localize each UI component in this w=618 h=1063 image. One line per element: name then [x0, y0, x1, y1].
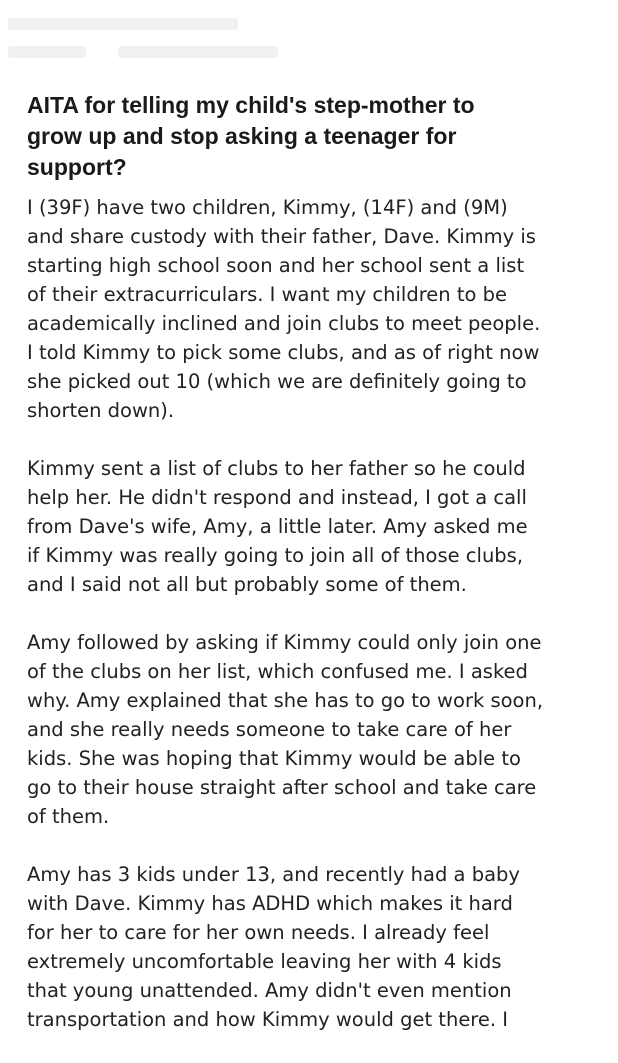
- post-paragraph: Amy has 3 kids under 13, and recently had a baby with Dave. Kimmy has ADHD which makes it hard for her to care for her own needs. I already feel extremely uncomfortable leaving her with 4 kids that young unattended. Amy didn't even mention transportation and how Kimmy would get there. I: [27, 863, 520, 1031]
- faded-header-line: [8, 18, 238, 30]
- post-paragraph: I (39F) have two children, Kimmy, (14F) and (9M) and share custody with their father, Dave. Kimmy is starting high school soon and her school sent a list of their extracurriculars. I want my children to be academically inclined and join clubs to meet people. I told Kimmy to pick some clubs, and as of right now she picked out 10 (which we are definitely going to shorten down).: [27, 196, 541, 422]
- post-title: AITA for telling my child's step-mother to grow up and stop asking a teenager for support?: [27, 92, 475, 180]
- post-paragraph: Amy followed by asking if Kimmy could only join one of the clubs on her list, which confused me. I asked why. Amy explained that she has to go to work soon, and she really needs someone to take care of her kids. She was hoping that Kimmy would be able to go to their house straight after school and take care of them.: [27, 631, 544, 828]
- faded-post-header: [0, 0, 618, 80]
- post-content: [27, 90, 602, 1063]
- faded-header-line: [118, 46, 278, 58]
- faded-header-line: [8, 46, 86, 58]
- post-body: [27, 193, 602, 1034]
- post-paragraph: Kimmy sent a list of clubs to her father so he could help her. He didn't respond and instead, I got a call from Dave's wife, Amy, a little later. Amy asked me if Kimmy was really going to join all of those clubs, and I said not all but probably some of them.: [27, 457, 528, 596]
